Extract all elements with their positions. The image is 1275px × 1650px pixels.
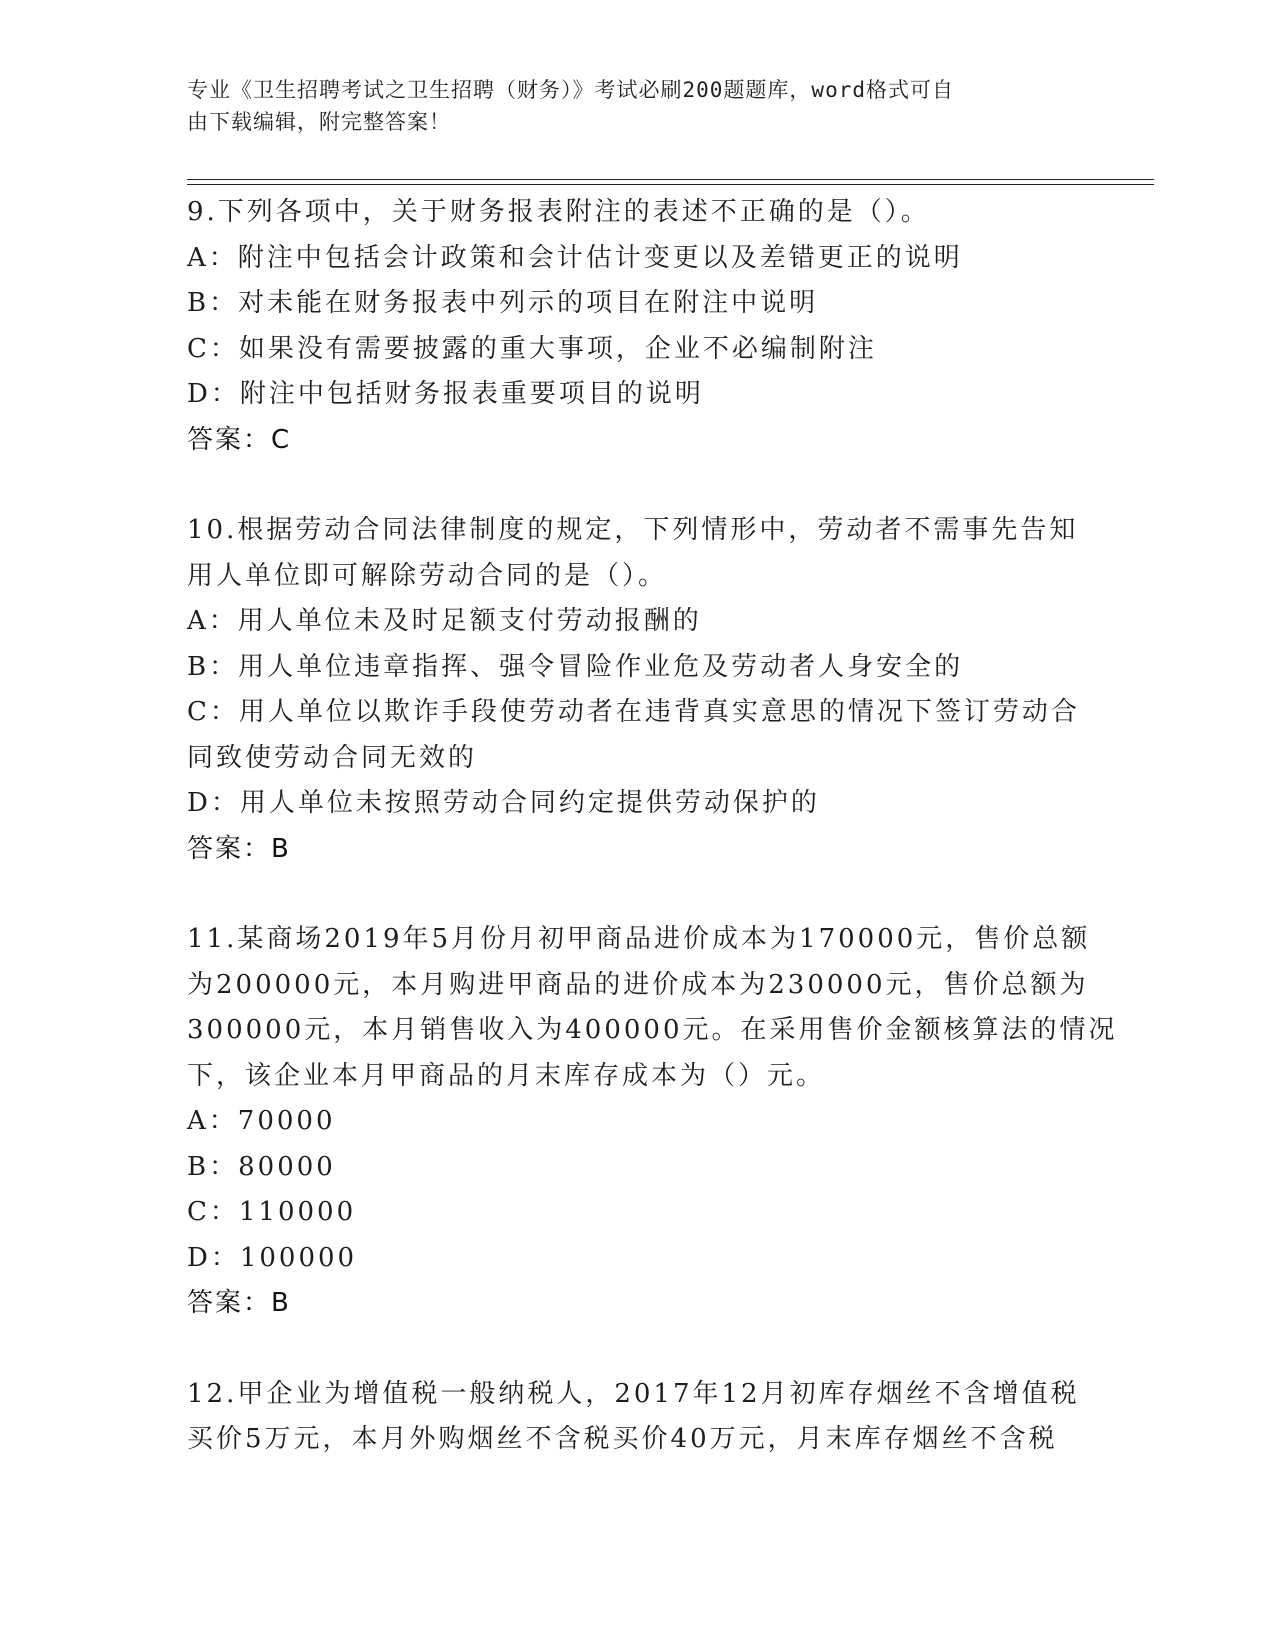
answer-option-line: D：用人单位未按照劳动合同约定提供劳动保护的 (187, 788, 820, 818)
question-spacer (187, 463, 1087, 508)
question-stem-line: 买价5万元，本月外购烟丝不含税买价40万元，月末库存烟丝不含税 (187, 1424, 1058, 1454)
question-stem-line: 9.下列各项中，关于财务报表附注的表述不正确的是（）。 (187, 197, 930, 227)
header-line-2: 由下载编辑，附完整答案！ (187, 110, 451, 134)
header-line-1: 专业《卫生招聘考试之卫生招聘（财务）》考试必刷200题题库，word格式可自 (187, 78, 954, 102)
header-divider-bottom (187, 184, 1154, 185)
answer-key: 答案：B (187, 1288, 291, 1318)
answer-option-line: D：附注中包括财务报表重要项目的说明 (187, 379, 704, 409)
answer-option-line: A：70000 (187, 1106, 336, 1136)
answer-option-line: B：用人单位违章指挥、强令冒险作业危及劳动者人身安全的 (187, 651, 964, 682)
answer-option-line: B：对未能在财务报表中列示的项目在附注中说明 (187, 288, 819, 318)
question-list (187, 190, 1118, 1463)
question-stem-line: 下，该企业本月甲商品的月末库存成本为（）元。 (187, 1060, 826, 1091)
answer-option-line: A：附注中包括会计政策和会计估计变更以及差错更正的说明 (187, 242, 963, 273)
question-stem-line: 10.根据劳动合同法律制度的规定，下列情形中，劳动者不需事先告知 (187, 515, 1079, 545)
question-block (187, 917, 1118, 1327)
answer-option-line: D：100000 (187, 1242, 358, 1273)
answer-option-line: A：用人单位未及时足额支付劳动报酬的 (187, 606, 702, 636)
question-block (187, 508, 1087, 872)
header-divider-top (187, 179, 1154, 180)
question-stem-line: 300000元，本月销售收入为400000元。在采用售价金额核算法的情况 (187, 1015, 1118, 1045)
question-stem-line: 用人单位即可解除劳动合同的是（）。 (187, 560, 668, 591)
answer-key: 答案：C (187, 424, 292, 455)
answer-option-line: C：用人单位以欺诈手段使劳动者在违背真实意思的情况下签订劳动合 (187, 697, 1080, 727)
question-spacer (187, 1327, 1087, 1372)
question-stem-line: 11.某商场2019年5月份月初甲商品进价成本为170000元，售价总额 (187, 924, 1091, 954)
document-header (187, 74, 1087, 138)
question-block (187, 190, 1087, 463)
answer-option-line: 同致使劳动合同无效的 (187, 742, 478, 773)
answer-option-line: B：80000 (187, 1151, 336, 1182)
question-stem-line: 为200000元，本月购进甲商品的进价成本为230000元，售价总额为 (187, 969, 1089, 1000)
answer-option-line: C：110000 (187, 1197, 357, 1227)
answer-key: 答案：B (187, 833, 291, 864)
question-block (187, 1372, 1087, 1463)
question-stem-line: 12.甲企业为增值税一般纳税人，2017年12月初库存烟丝不含增值税 (187, 1378, 1080, 1409)
question-spacer (187, 872, 1087, 917)
answer-option-line: C：如果没有需要披露的重大事项，企业不必编制附注 (187, 333, 877, 364)
